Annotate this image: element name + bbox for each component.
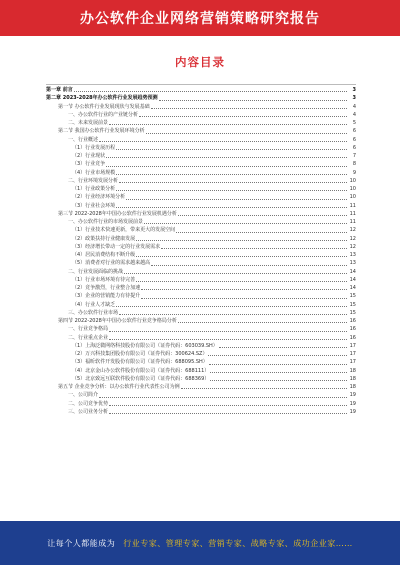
toc-entry[interactable] [46, 375, 356, 383]
toc-entry-title: 一、办公软件行业的产业链分析 [68, 111, 139, 118]
toc-entry-page: 17 [349, 351, 356, 357]
toc-entry-page: 17 [349, 359, 356, 366]
toc-leader-dots [151, 265, 347, 266]
toc-entry-page: 7 [352, 153, 356, 159]
toc-leader-dots [151, 108, 347, 109]
toc-entry-page: 6 [352, 128, 356, 135]
toc-entry[interactable] [46, 127, 356, 135]
toc-entry[interactable] [46, 160, 356, 168]
toc-leader-dots [136, 256, 347, 257]
toc-leader-dots [141, 298, 347, 299]
toc-leader-dots [109, 124, 347, 125]
toc-entry-title: （5）消费者对行业的需求越来越高 [72, 260, 151, 267]
toc-entry[interactable] [46, 243, 356, 251]
toc-leader-dots [116, 174, 347, 175]
toc-entry-page: 16 [349, 318, 356, 324]
toc-entry-title: （4）行业人才缺乏 [72, 301, 116, 308]
toc-entry[interactable] [46, 111, 356, 119]
toc-entry[interactable] [46, 268, 356, 276]
toc-entry-page: 5 [352, 120, 356, 126]
footer-roles-text: 行业专家、管理专家、营销专家、战略专家、成功企业家…… [123, 538, 353, 548]
toc-entry[interactable] [46, 325, 356, 333]
toc-entry-title: （1）行业市场环境有待完善 [72, 276, 136, 283]
toc-entry[interactable] [46, 119, 356, 127]
toc-leader-dots [116, 190, 347, 191]
toc-leader-dots [208, 355, 347, 356]
toc-entry-page: 4 [352, 103, 356, 110]
toc-leader-dots [210, 372, 347, 373]
toc-entry-title: 第五节 企业竞争分析：以办公软件行业代表性公司为例 [58, 384, 180, 390]
toc-entry[interactable] [46, 218, 356, 226]
toc-entry-title: （1）行业技术快速更新，带来更大的发展空间 [72, 227, 176, 234]
toc-entry-page: 10 [349, 186, 356, 192]
toc-leader-dots [119, 314, 347, 315]
toc-entry[interactable] [46, 292, 356, 300]
toc-leader-dots [159, 100, 347, 101]
toc-entry-page: 9 [352, 169, 356, 176]
toc-entry[interactable] [46, 210, 356, 218]
toc-entry-page: 14 [349, 268, 356, 275]
toc-entry[interactable] [46, 193, 356, 201]
toc-entry[interactable] [46, 342, 356, 350]
toc-entry-page: 12 [349, 243, 356, 250]
toc-entry-page: 18 [349, 367, 356, 374]
toc-entry-title: （3）行业社会环境 [72, 202, 116, 209]
toc-entry-page: 3 [352, 95, 356, 102]
toc-entry-page: 14 [349, 285, 356, 291]
toc-entry[interactable] [46, 301, 356, 309]
footer-banner [0, 521, 400, 565]
toc-entry-page: 8 [352, 161, 356, 168]
toc-leader-dots [116, 306, 347, 307]
toc-entry-title: （1）上海泛微网络科技股份有限公司（证券代码：603039.SH） [72, 342, 218, 349]
toc-entry-title: 三、公司业务分析 [68, 408, 109, 415]
toc-entry-page: 16 [349, 326, 356, 333]
toc-entry-title: 一、公司简介 [68, 392, 99, 399]
toc-leader-dots [136, 281, 347, 282]
toc-leader-dots [99, 141, 347, 142]
toc-entry-page: 11 [349, 202, 356, 209]
toc-entry-page: 10 [349, 177, 356, 184]
toc-entry-title: （2）政策扶持行业健康发展 [72, 235, 136, 242]
toc-leader-dots [161, 248, 347, 249]
toc-leader-dots [144, 223, 347, 224]
toc-entry-page: 12 [349, 235, 356, 242]
toc-entry-title: 第二章 2023-2028年办公软件行业发展趋势预测 [46, 95, 158, 102]
toc-entry-title: （4）行业市场规模 [72, 169, 116, 176]
toc-entry[interactable] [46, 350, 356, 358]
toc-entry-page: 6 [352, 136, 356, 143]
toc-entry-title: （2）万兴科技集团股份有限公司（证券代码：300624.SZ） [72, 351, 208, 357]
toc-entry-title: （4）北京金山办公软件股份有限公司（证券代码：688111） [72, 367, 210, 374]
toc-entry-title: 二、行业重点企业 [68, 334, 109, 341]
toc-leader-dots [106, 166, 347, 167]
toc-leader-dots [126, 199, 347, 200]
toc-entry[interactable] [46, 94, 356, 102]
toc-leader-dots [181, 388, 347, 389]
toc-entry-title: 二、行业环境发展分析 [68, 177, 119, 184]
toc-entry-title: （1）行业发展历程 [72, 144, 116, 151]
toc-leader-dots [141, 289, 347, 290]
toc-entry-title: （4）居民消费结构不断升级 [72, 252, 136, 258]
toc-top-rule [46, 84, 356, 85]
toc-entry[interactable] [46, 408, 356, 416]
toc-entry[interactable] [46, 309, 356, 317]
toc-leader-dots [146, 133, 347, 134]
toc-entry-title: （1）行业政策分析 [72, 186, 116, 192]
toc-leader-dots [219, 347, 347, 348]
toc-leader-dots [176, 232, 347, 233]
toc-entry-title: 一、办公软件行业的市场发展前景 [68, 219, 144, 225]
toc-entry-page: 14 [349, 276, 356, 283]
toc-leader-dots [178, 322, 347, 323]
toc-entry[interactable] [46, 169, 356, 177]
toc-entry-title: 一、行业竞争格局 [68, 326, 109, 333]
toc-leader-dots [210, 380, 347, 381]
toc-entry-page: 15 [349, 309, 356, 316]
toc-entry[interactable] [46, 367, 356, 375]
toc-entry-page: 11 [349, 210, 356, 217]
table-of-contents [46, 86, 356, 416]
toc-entry-page: 15 [349, 301, 356, 308]
toc-leader-dots [74, 91, 347, 92]
toc-entry[interactable] [46, 400, 356, 408]
toc-leader-dots [109, 413, 347, 414]
toc-entry-title: （3）企业的营销能力有待提升 [72, 293, 141, 300]
toc-entry-page: 18 [349, 384, 356, 390]
toc-entry-title: （2）竞争激烈，行业整合加速 [72, 285, 141, 291]
toc-entry[interactable] [46, 284, 356, 292]
toc-heading: 内容目录 [175, 55, 225, 69]
toc-entry-page: 12 [349, 227, 356, 234]
toc-entry-page: 17 [349, 342, 356, 349]
toc-leader-dots [106, 157, 347, 158]
toc-leader-dots [209, 364, 347, 365]
toc-leader-dots [109, 331, 347, 332]
toc-entry-page: 19 [349, 392, 356, 399]
toc-entry-page: 15 [349, 293, 356, 300]
toc-entry-page: 13 [349, 252, 356, 258]
toc-entry-page: 4 [352, 111, 356, 118]
toc-entry-title: 第三节 2022-2028年中国办公软件行业发展机遇分析 [58, 210, 177, 217]
toc-entry-title: （3）行业竞争 [72, 161, 106, 168]
toc-entry[interactable] [46, 86, 356, 94]
toc-leader-dots [116, 207, 347, 208]
toc-entry[interactable] [46, 226, 356, 234]
toc-entry[interactable] [46, 103, 356, 111]
toc-leader-dots [139, 116, 347, 117]
toc-entry-title: （3）经济增长带动一定的行业发展需求 [72, 243, 161, 250]
toc-leader-dots [136, 240, 347, 241]
toc-entry[interactable] [46, 152, 356, 160]
toc-entry-title: 二、行业发展面临的挑战 [68, 268, 124, 275]
toc-entry-page: 19 [349, 408, 356, 415]
toc-entry[interactable] [46, 235, 356, 243]
toc-entry-title: 第二节 我国办公软件行业发展环境分析 [58, 128, 145, 135]
toc-entry-page: 13 [349, 260, 356, 267]
toc-entry-title: 第一章 前言 [46, 87, 73, 93]
toc-entry-title: 一、行业概述 [68, 136, 99, 143]
toc-entry-title: 二、未来发展前景 [68, 120, 109, 126]
toc-entry[interactable] [46, 259, 356, 267]
toc-entry-page: 18 [349, 375, 356, 382]
toc-entry[interactable] [46, 144, 356, 152]
toc-entry[interactable] [46, 391, 356, 399]
toc-leader-dots [124, 273, 347, 274]
toc-leader-dots [99, 397, 347, 398]
toc-entry-page: 16 [349, 334, 356, 341]
toc-entry[interactable] [46, 276, 356, 284]
report-title: 办公软件企业网络营销策略研究报告 [80, 11, 320, 27]
toc-entry-title: （2）行业现状 [72, 153, 106, 159]
toc-entry-page: 19 [349, 400, 356, 407]
toc-leader-dots [109, 339, 347, 340]
toc-entry-title: 三、办公软件行业市场 [68, 309, 119, 316]
toc-entry-title: 第一节 办公软件行业发展现状与发展基础 [58, 103, 150, 110]
toc-entry-page: 10 [349, 194, 356, 201]
footer-lead-text: 让每个人都能成为 [47, 538, 116, 548]
toc-entry[interactable] [46, 177, 356, 185]
toc-entry[interactable] [46, 136, 356, 144]
toc-leader-dots [178, 215, 347, 216]
toc-leader-dots [116, 149, 347, 150]
toc-entry[interactable] [46, 251, 356, 259]
toc-entry-title: （5）北京致远互联软件股份有限公司（证券代码：688369） [72, 375, 210, 382]
toc-entry[interactable] [46, 317, 356, 325]
toc-entry[interactable] [46, 202, 356, 210]
toc-leader-dots [119, 182, 347, 183]
toc-entry[interactable] [46, 185, 356, 193]
toc-entry-title: 二、公司竞争优势 [68, 400, 109, 407]
toc-entry[interactable] [46, 358, 356, 366]
toc-entry[interactable] [46, 334, 356, 342]
toc-entry-page: 11 [349, 219, 356, 225]
toc-entry-title: （2）行业经济环境分析 [72, 194, 126, 201]
toc-entry[interactable] [46, 383, 356, 391]
toc-entry-title: 第四节 2022-2028年中国办公软件行业竞争格局分析 [58, 318, 177, 324]
toc-entry-page: 6 [352, 144, 356, 151]
toc-entry-page: 3 [352, 87, 356, 93]
toc-leader-dots [109, 405, 347, 406]
report-header-banner [0, 0, 400, 36]
toc-entry-title: （3）福昕软件开发股份有限公司（证券代码：688095.SH） [72, 359, 208, 366]
